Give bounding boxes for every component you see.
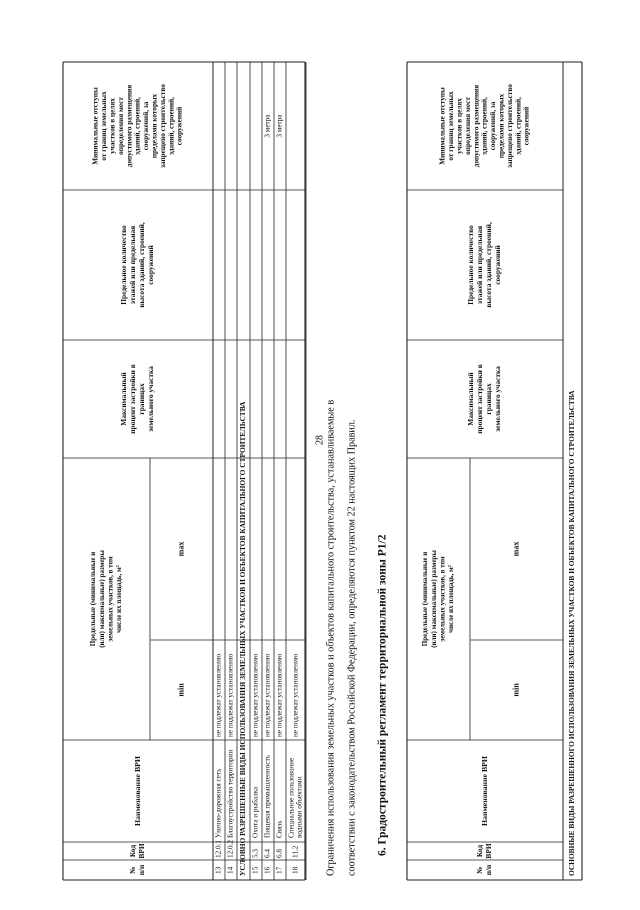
header-code: ВРИ <box>484 843 494 859</box>
header-offsets: зданий, строений, <box>514 97 523 155</box>
header-max: max <box>511 541 521 557</box>
header-floors: высота зданий, строений, <box>137 222 147 308</box>
row-number: 17 <box>275 866 284 874</box>
header-code: Код <box>128 844 138 858</box>
header-floors: Предельное количество <box>466 225 476 305</box>
header-percent: процент застройки в <box>475 364 485 434</box>
row-size-min: не подлежат установлению <box>291 653 300 737</box>
header-no: п/п <box>137 864 147 876</box>
header-percent: границах <box>484 383 494 415</box>
header-offsets: определения мест <box>116 97 125 155</box>
header-floors: этажей или предельная <box>475 225 485 305</box>
header-offsets: сооружений, за <box>142 101 151 151</box>
header-offsets: участков в целях <box>455 98 464 154</box>
row-code: 12.0.1 <box>214 840 223 858</box>
header-offsets: пределами которых <box>497 93 506 159</box>
row-code: 12.0.2 <box>226 840 235 858</box>
row-number: 18 <box>291 866 300 874</box>
header-code: Код <box>475 844 485 858</box>
row-size-min: не подлежат установлению <box>214 653 223 737</box>
header-size: земельных участков, в том <box>438 556 447 642</box>
header-offsets: сооружений <box>175 106 184 146</box>
row-name: Благоустройство территории <box>226 749 235 838</box>
header-offsets: допустимого размещения <box>472 84 481 168</box>
header-size: (или) максимальные) размеры <box>97 550 106 648</box>
header-size: Предельные (минимальные и <box>421 551 430 647</box>
header-offsets: зданий, строений, <box>133 97 142 155</box>
header-size: числе их площадь, м² <box>115 565 124 633</box>
table-upper <box>63 62 306 880</box>
row-name: Специальное пользование <box>287 757 296 838</box>
row-number: 13 <box>214 866 223 874</box>
row-number: 14 <box>226 866 235 874</box>
header-offsets: Минимальные отступы <box>91 87 100 165</box>
header-percent: земельного участка <box>146 366 156 432</box>
header-size: Предельные (минимальные и <box>89 551 98 647</box>
header-size: земельных участков, в том <box>106 556 115 642</box>
row-offset: 3 метра <box>275 114 284 138</box>
row-size-min: не подлежат установлению <box>226 653 235 737</box>
section-row: УСЛОВНО РАЗРЕШЕННЫЕ ВИДЫ ИСПОЛЬЗОВАНИЯ ЗЕМЕЛЬНЫХ УЧАСТКОВ И ОБЪЕКТОВ КАПИТАЛЬНОГО СТРОИТЕЛЬСТВА <box>238 401 248 876</box>
row-name: Улично-дорожная сеть <box>214 768 223 838</box>
header-floors: сооружений <box>146 245 156 285</box>
header-no: № <box>475 866 485 874</box>
row-offset: 3 метра <box>263 114 272 138</box>
header-percent: границах <box>137 383 147 415</box>
header-floors: Предельное количество <box>119 225 129 305</box>
header-min: min <box>511 683 521 697</box>
header-percent: процент застройки в <box>128 364 138 434</box>
header-offsets: запрещено строительство <box>158 84 167 168</box>
header-offsets: зданий, строений, <box>480 97 489 155</box>
header-percent: Максимальный <box>466 372 476 426</box>
header-floors: высота зданий, строений, <box>484 222 494 308</box>
row-name: Охота и рыбалка <box>251 786 260 838</box>
header-code: ВРИ <box>137 843 147 859</box>
header-percent: Максимальный <box>119 372 129 426</box>
header-offsets: сооружений <box>522 106 531 146</box>
row-number: 16 <box>263 866 272 874</box>
header-max: max <box>176 541 186 557</box>
header-floors: сооружений <box>493 245 503 285</box>
header-offsets: участков в целях <box>108 98 117 154</box>
row-code: 6.8 <box>275 849 284 858</box>
header-offsets: от границ земельных <box>447 91 456 161</box>
header-name: Наименование ВРИ <box>132 756 142 826</box>
header-offsets: от границ земельных <box>100 91 109 161</box>
header-offsets: зданий, строений, <box>167 97 176 155</box>
row-code: 5.3 <box>251 849 260 858</box>
row-size-min: не подлежат установлению <box>251 653 260 737</box>
table-lower <box>407 62 582 880</box>
header-offsets: допустимого размещения <box>125 84 134 168</box>
row-number: 15 <box>251 866 260 874</box>
header-name: Наименование ВРИ <box>479 756 489 826</box>
header-offsets: пределами которых <box>150 93 159 159</box>
header-offsets: определения мест <box>463 97 472 155</box>
row-size-min: не подлежат установлению <box>263 653 272 737</box>
header-offsets: Минимальные отступы <box>438 87 447 165</box>
header-percent: земельного участка <box>493 366 503 432</box>
row-name: водными объектами <box>295 776 304 838</box>
section-heading: 6. Градостроительный регламент территориальной зоны Р1/2 <box>376 534 389 856</box>
header-no: № <box>128 866 138 874</box>
row-code: 6.4 <box>263 849 272 858</box>
row-size-min: не подлежат установлению <box>275 653 284 737</box>
section-row: ОСНОВНЫЕ ВИДЫ РАЗРЕШЕННОГО ИСПОЛЬЗОВАНИЯ ЗЕМЕЛЬНЫХ УЧАСТКОВ И ОБЪЕКТОВ КАПИТАЛЬНОГО СТРОИТЕЛЬСТВА <box>567 390 577 876</box>
row-name: Пищевая промышленность <box>263 754 272 838</box>
header-no: п/п <box>484 864 494 876</box>
header-offsets: запрещено строительство <box>505 84 514 168</box>
row-code: 11.2 <box>291 845 300 858</box>
header-size: (или) максимальные) размеры <box>429 550 438 648</box>
header-offsets: сооружений, за <box>489 101 498 151</box>
paragraph-line-2: соответствии с законодательством Российской Федерации, определяются пунктом 22 настоящих Правил. <box>346 419 358 876</box>
paragraph-line-1: Ограничения использования земельных участков и объектов капитального строительства, устанавливаемые в <box>325 399 337 876</box>
row-name: Связь <box>275 820 284 838</box>
header-floors: этажей или предельная <box>128 225 138 305</box>
page-number: 28 <box>314 435 326 445</box>
header-min: min <box>176 683 186 697</box>
header-size: числе их площадь, м² <box>447 565 456 633</box>
